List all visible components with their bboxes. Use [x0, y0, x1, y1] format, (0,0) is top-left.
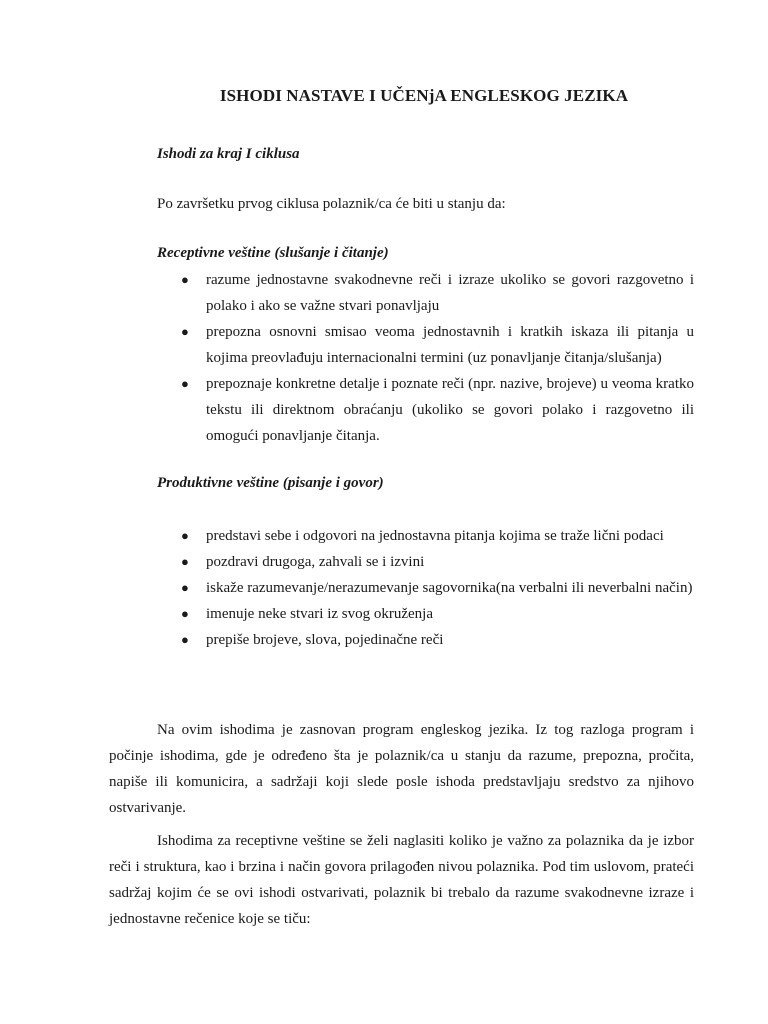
- receptive-skills-list: [0, 267, 768, 449]
- list-item: [0, 549, 694, 575]
- productive-skills-heading: Produktivne veštine (pisanje i govor): [157, 475, 384, 491]
- bullet-icon: ●: [181, 272, 189, 287]
- list-item-text: prepoznaje konkretne detalje i poznate reči (npr. nazive, brojeve) u veoma kratko tekstu ili direktnom obraćanju (ukoliko se govori polako i razgovetno ili omogući ponavljanje čitanja.: [206, 376, 694, 444]
- list-item: [0, 523, 694, 549]
- body-paragraph: Na ovim ishodima je zasnovan program engleskog jezika. Iz tog razloga program i počinje ishodima, gde je određeno šta je polaznik/ca u stanju da razume, prepozna, pročita, napiše ili komunicira, a sadržaji koji slede posle ishoda predstavljaju sredstvo za njihovo ostvarivanje.: [109, 722, 694, 816]
- bullet-icon: ●: [181, 324, 189, 339]
- body-paragraph: Ishodima za receptivne veštine se želi naglasiti koliko je važno za polaznika da je izbor reči i struktura, kao i brzina i način govora prilagođen nivou polaznika. Pod tim uslovom, prateći sadržaj kojim će se ovi ishodi ostvarivati, polaznik bi trebalo da razume svakodnevne izraze i jednostavne rečenice koje se tiču:: [109, 833, 694, 927]
- list-item-text: pozdravi drugoga, zahvali se i izvini: [206, 554, 425, 570]
- document-title: ISHODI NASTAVE I UČENjA ENGLESKOG JEZIKA: [219, 86, 629, 105]
- list-item-text: iskaže razumevanje/nerazumevanje sagovornika(na verbalni ili neverbalni način): [206, 580, 693, 596]
- bullet-icon: ●: [181, 632, 189, 647]
- list-item-text: imenuje neke stvari iz svog okruženja: [206, 606, 434, 622]
- list-item-text: prepozna osnovni smisao veoma jednostavnih i kratkih iskaza ili pitanja u kojima preovlađuju internacionalni termini (uz ponavljanje čitanja/slušanja): [206, 324, 694, 366]
- list-item: [0, 601, 694, 627]
- list-item: [0, 267, 694, 319]
- list-item: [0, 371, 694, 449]
- list-item: [0, 627, 694, 653]
- bullet-icon: ●: [181, 528, 189, 543]
- list-item-text: razume jednostavne svakodnevne reči i izraze ukoliko se govori razgovetno i polako i ako se važne stvari ponavljaju: [206, 272, 694, 314]
- intro-text: Po završetku prvog ciklusa polaznik/ca će biti u stanju da:: [157, 196, 506, 212]
- list-item: [0, 575, 694, 601]
- list-item: [0, 319, 694, 371]
- bullet-icon: ●: [181, 606, 189, 621]
- list-item-text: prepiše brojeve, slova, pojedinačne reči: [206, 632, 444, 648]
- bullet-icon: ●: [181, 554, 189, 569]
- bullet-icon: ●: [181, 376, 189, 391]
- bullet-icon: ●: [181, 580, 189, 595]
- section-heading-cycle: Ishodi za kraj I ciklusa: [157, 146, 300, 162]
- productive-skills-list: [0, 523, 768, 653]
- receptive-skills-heading: Receptivne veštine (slušanje i čitanje): [157, 245, 389, 261]
- list-item-text: predstavi sebe i odgovori na jednostavna pitanja kojima se traže lični podaci: [206, 528, 664, 544]
